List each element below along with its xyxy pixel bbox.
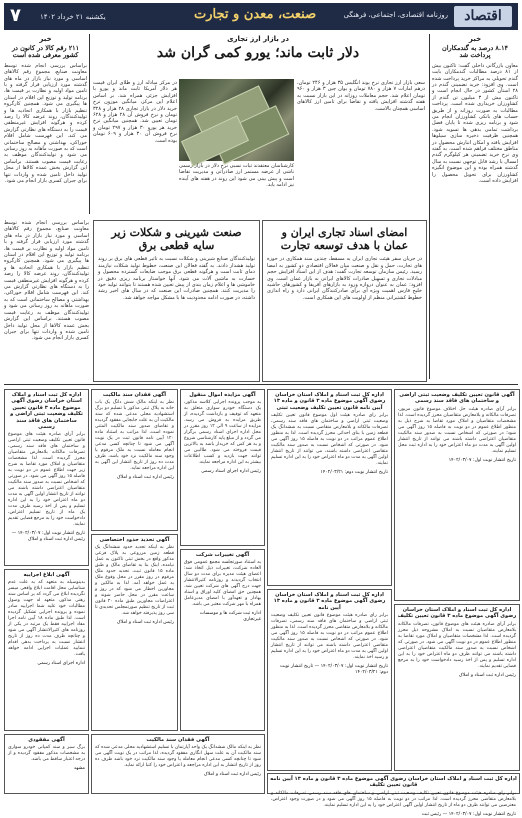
legal-ad-sign: رئیس اداره اجرای اسناد رسمی xyxy=(201,469,261,475)
left-headline: ۲۱۱ رقم کالا در کانون در کشور معرفی شده است xyxy=(11,44,80,60)
legal-ad-sign: تاریخ انتشار نوبت اول: ۱۴۰۲/۰۳/۰۷ xyxy=(448,457,516,463)
masthead xyxy=(4,3,518,30)
legal-ad-body: برابر آرای صادره هیئت های موضوع قانون تعیین تکلیف وضعیت ثبتی اراضی و ساختمان های فاقد سند رسمی، تصرفات مالکانه بلامعارض متقاضیان محرز گردیده است. لذا مشخصات متقاضیان و املاک مورد تقاضا به شرح زیر جهت اطلاع عموم در دو نوبت به فاصله ۱۵ روز آگهی می شود. در صورتی که اشخاص نسبت به صدور سند مالکیت متقاضیان اعتراضی داشته باشند می توانند از تاریخ انتشار اولین آگهی به مدت دو ماه اعتراض خود را به این اداره تسلیم و پس از اخذ رسید ظرف مدت یک ماه از تاریخ تسلیم اعتراض، دادخواست خود را به مرجع قضایی تقدیم نمایند. xyxy=(8,432,85,528)
legal-ad-title: اداره کل ثبت اسناد و املاک استان خراسان رضوی آگهی موضوع ماده ۳ قانون تعیین تکلیف وضعیت ثبتی اراضی و ساختمان های فاقد سند رسمی xyxy=(10,392,83,431)
left-kicker: خبر xyxy=(39,35,52,43)
legal-ad xyxy=(4,569,89,731)
legal-ad-sign: تاریخ انتشار نوبت دوم: ۱۴۰۲/۰۳/۲۱ xyxy=(320,470,388,476)
legal-ad-body: برابر رای صادره هیئت اول موضوع قانون تعیین تکلیف وضعیت ثبتی اراضی و ساختمان های فاقد سند رسمی، تصرفات مالکانه و بلامعارض متقاضی نسبت به ششدانگ یک قطعه زمین با بنای احداثی محرز گردیده است. لذا به منظور اطلاع عموم مراتب در دو نوبت به فاصله ۱۵ روز آگهی می شود. در صورتی که اشخاص نسبت به صدور سند مالکیت متقاضی اعتراضی داشته باشند، می توانند از تاریخ انتشار اولین آگهی به مدت دو ماه اعتراض خود را به این اداره تسلیم نمایند. xyxy=(271,413,388,467)
column-divider xyxy=(89,34,90,214)
dollar-bills-photo xyxy=(179,79,294,161)
legal-ad xyxy=(91,734,265,794)
legal-ad-sign: تاریخ انتشار نوبت اول: ۱۴۰۲/۰۳/۰۷ — تاریخ انتشار نوبت دوم: ۱۴۰۲/۰۳/۲۱ xyxy=(280,664,388,676)
legal-ad xyxy=(180,389,265,546)
iran-oman-headline: امضای اسناد تجاری ایران و عمان با هدف توسعه تجارت xyxy=(280,226,409,252)
legal-ad xyxy=(4,389,89,566)
legal-ad-title: اداره کل ثبت اسناد و املاک استان خراسان رضوی آگهی موضوع ماده ۳ قانون تعیین تکلیف xyxy=(397,607,517,620)
top-story-header xyxy=(93,34,423,78)
top-story-body-right: سعی بازار ارز تجاری نرخ پوند انگلیس ۳۵ هزار و ۲۴۶ تومان، درهم امارات ۷ هزار و ۷۸۰ تومان و یوان چین ۳ هزار و ۹۶۰ تومان اعلام شد. حجم معاملات روزانه در این بازار نسبت به هفته گذشته افزایش یافته و تقاضا برای تامین ارز کالاهای اساسی همچنان بالاست. xyxy=(297,80,425,112)
top-story-col-right xyxy=(297,80,425,216)
column-divider xyxy=(429,34,430,379)
legal-ad-title: آگهی مفقودی xyxy=(28,737,65,743)
sweets-body: تولیدکنندگان صنایع شیرینی و شکلات نسبت به تاثیر قطعی های برق بر روند تولید هشدار دادند. به گفته فعالان این صنعت، خطوط تولید شکلات نیازمند دمای ثابت است و هرگونه قطعی برق موجب ضایعات گسترده محصول و خسارت به ماشین آلات می شود. آنها خواستار برنامه ریزی دقیق در خاموشی ها و اعلام زمان بندی از پیش تعیین شده هستند تا بتوانند تولید خود را مدیریت کنند. همچنین صادرات این صنعت که در سال های اخیر رشد داشته، در صورت ادامه محدودیت ها با مشکل مواجه خواهد شد. xyxy=(98,256,255,301)
legal-ad-sign: تاریخ انتشار نوبت اول: ۱۴۰۲/۰۳/۰۷ — رئیس ثبت xyxy=(421,811,516,817)
legal-ad xyxy=(267,389,392,586)
iran-oman-box xyxy=(262,220,427,382)
issue-date: یکشنبه ۲۱ خرداد ۱۴۰۲ xyxy=(40,13,106,21)
legal-ad-sign: رئیس اداره ثبت اسناد و املاک xyxy=(203,772,261,778)
sweets-box xyxy=(93,220,260,382)
legal-ad-title: آگهی تحدید حدود اختصاصی xyxy=(99,537,170,543)
left-news-column-cont xyxy=(4,220,89,380)
legal-ad-body: نظر به اینکه تحدید حدود ششدانگ یک قطعه زمین مزروعی به پلاک فرعی مذکور واقع در بخش ثبتی تاکنون به عمل نیامده، اینک بنا به تقاضای مالک و طبق ماده ۱۵ قانون ثبت، تحدید حدود ملک مرقوم در روز مقرر در محل وقوع ملک به عمل خواهد آمد. لذا به مالکین و مجاورین اخطار می شود که در روز و ساعت مقرر در محل حاضر شوند و اعتراضات مجاورین طبق ماده ۲۰ قانون ثبت از تاریخ تنظیم صورتمجلس تحدیدی تا سی روز پذیرفته خواهد شد. xyxy=(95,545,174,617)
legal-ad-title: اداره کل ثبت اسناد و املاک استان خراسان رضوی آگهی موضوع ماده ۳ قانون و ماده ۱۳ آیین نامه xyxy=(273,592,386,611)
legal-ad-sign: تاریخ انتشار نوبت اول: ۱۴۰۲/۰۳/۰۷ — رئیس اداره ثبت اسناد و املاک xyxy=(11,531,85,543)
legal-ad-title: آگهی قانون تعیین تکلیف وضعیت ثبتی اراضی و ساختمان های فاقد سند رسمی xyxy=(399,392,515,405)
legal-ad-body: نظر به اینکه مالک شش دانگ یک باب خانه به پلاک ثبتی مذکور با تسلیم دو برگ استشهادیه محلی مدعی شده که سند مالکیت آن به علت جابجایی مفقود گردیده و تقاضای صدور سند مالکیت المثنی نموده است، لذا مراتب به استناد ماده ۱۲۰ آیین نامه قانون ثبت در یک نوبت آگهی می شود تا چنانچه کسی مدعی انجام معامله نسبت به ملک مرقوم یا وجود سند مالکیت نزد خود باشد، ظرف مدت ده روز از تاریخ انتشار این آگهی به این اداره مراجعه نماید. xyxy=(95,400,174,472)
right-headline: ۸.۱۴ درصد به گندمکاران پرداخت شد xyxy=(442,44,508,60)
legal-ad-title: آگهی فقدان سند مالکیت xyxy=(102,392,167,398)
newspaper-logo: اقتصاد xyxy=(454,6,512,27)
legal-ad-body: نظر به اینکه مالک ششدانگ یک واحد آپارتمان با تسلیم استشهادیه محلی مدعی شده که سند مالکیت آن به علت سهل انگاری مفقود گردیده، لذا مراتب در یک نوبت آگهی می شود تا چنانچه کسی مدعی انجام معامله یا وجود سند مالکیت نزد خود باشد ظرف ده روز از تاریخ انتشار به این اداره مراجعه و اعتراض خود را کتبا ارائه نماید. xyxy=(95,745,261,769)
legal-ad-body: برابر آرای صادره هیئت های موضوع قانون، تصرفات مالکانه بلامعارض متقاضیان نسبت به املاک مشروحه ذیل محرز گردیده است. لذا مشخصات متقاضیان و املاک مورد تقاضا به منظور اطلاع عموم در دو نوبت آگهی می شود. در صورتی که اشخاص نسبت به صدور سند مالکیت متقاضیان اعتراضی داشته باشند می توانند ظرف دو ماه اعتراض خود را به این اداره تسلیم و پس از اخذ رسید دادخواست خود را به مرجع قضایی تقدیم نمایند. xyxy=(398,621,516,669)
masthead-subtitle: روزنامه اقتصادی، اجتماعی، فرهنگی xyxy=(343,11,448,19)
legal-ad-body: برابر آرای صادره هیئت حل اختلاف موضوع قانون مزبور، تصرفات مالکانه و بلامعارض متقاضیان محرز گردیده است. لذا مشخصات متقاضیان و املاک مورد تقاضا به شرح ذیل به منظور اطلاع عموم در دو نوبت به فاصله ۱۵ روز آگهی می شود؛ در صورتی که اشخاص نسبت به صدور سند مالکیت متقاضیان اعتراضی داشته باشند می توانند از تاریخ انتشار اولین آگهی به مدت دو ماه اعتراض خود را به اداره ثبت محل تسلیم نمایند. xyxy=(398,406,516,454)
legal-ad-sign: رئیس اداره ثبت اسناد و املاک xyxy=(458,672,516,678)
legal-ad-title: آگهی فقدان سند مالکیت xyxy=(146,737,210,743)
legal-ad-title: آگهی مزایده اموال منقول xyxy=(189,392,256,398)
legal-ad-body: به موجب پرونده اجرایی کلاسه مذکور، یک دستگاه خودرو سواری متعلق به متعهد که توقیف و بازداشت گردیده، از طریق مزایده به فروش می رسد. مزایده از ساعت ۹ الی ۱۲ روز مقرر در محل اداره اجرای اسناد رسمی برگزار می گردد و از مبلغ پایه کارشناسی شروع و به هر کس که خریدار باشد به بالاترین قیمت فروخته می شود. طالبین می توانند جهت بازدید و کسب اطلاعات بیشتر به این اداره مراجعه نمایند. xyxy=(184,400,262,466)
legal-ad-sign: اداره ثبت شرکت ها و موسسات غیرتجاری xyxy=(199,611,261,623)
legal-ad-sign: اداره اجرای اسناد رسمی xyxy=(37,661,85,667)
top-story-headline: دلار ثابت ماند؛ یورو کمی گران شد xyxy=(156,45,360,61)
legal-ad-body: برگ سبز و سند کمپانی خودرو سواری به مشخصات مذکور مفقود گردیده و از درجه اعتبار ساقط می باشد. xyxy=(8,745,85,763)
top-story-col-bottom xyxy=(179,163,294,216)
right-news-column xyxy=(432,34,518,379)
legal-ad-title: آگهی ابلاغ اجراییه xyxy=(23,572,70,578)
section-divider xyxy=(4,384,518,385)
left-news-column xyxy=(4,34,87,219)
legal-ad xyxy=(180,549,265,731)
legal-ad xyxy=(394,604,520,771)
legal-ad-body: برابر رای صادره هیئت موضوع قانون تعیین تکلیف وضعیت ثبتی اراضی و ساختمان های فاقد سند رسمی، تصرفات مالکانه و بلامعارض متقاضی محرز گردیده است. لذا به منظور اطلاع عموم مراتب در دو نوبت به فاصله ۱۵ روز آگهی می شود. در صورتی که اشخاص نسبت به صدور سند مالکیت متقاضی اعتراضی داشته باشند می توانند از تاریخ انتشار اولین آگهی به مدت دو ماه اعتراض خود را به این اداره تسلیم و رسید اخذ نمایند. xyxy=(271,613,388,661)
left-body: براساس بررسی انجام شده توسط معاونت صنایع، مجموع رقم کالاهای اساسی و مورد نیاز بازار در ماه های گذشته مورد ارزیابی قرار گرفته و با تامین مواد اولیه و نظارت بر قیمت ها، برنامه تولید و توزیع این اقلام در استان ها پیگیری می شود. همچنین کارگروه تنظیم بازار با همکاری اتحادیه ها و تولیدکنندگان، روند عرضه کالا را رصد کرده و هرگونه افزایش غیرمنطقی قیمت را به دستگاه های نظارتی گزارش می کند. این فهرست شامل اقلام خوراکی، بهداشتی و مصالح ساختمانی است که به صورت ماهانه به روز رسانی می شود و تولیدکنندگان موظف به رعایت قیمت مصوب هستند. براساس این گزارش بخش عمده کالاها از محل تولید داخل تامین شده و واردات تنها برای جبران کسری بازار انجام می شود. xyxy=(4,62,87,185)
left-body-cont: براساس بررسی انجام شده توسط معاونت صنایع، مجموع رقم کالاهای اساسی و مورد نیاز بازار در ماه های گذشته مورد ارزیابی قرار گرفته و با تامین مواد اولیه و نظارت بر قیمت ها، برنامه تولید و توزیع این اقلام در استان ها پیگیری می شود. همچنین کارگروه تنظیم بازار با همکاری اتحادیه ها و تولیدکنندگان، روند عرضه کالا را رصد کرده و هرگونه افزایش غیرمنطقی قیمت را به دستگاه های نظارتی گزارش می کند. این فهرست شامل اقلام خوراکی، بهداشتی و مصالح ساختمانی است که به صورت ماهانه به روز رسانی می شود و تولیدکنندگان موظف به رعایت قیمت مصوب هستند. براساس این گزارش بخش عمده کالاها از محل تولید داخل تامین شده و واردات تنها برای جبران کسری بازار انجام می شود. xyxy=(4,220,89,342)
legal-ad-body: برابر رای صادره هیئت موضوع قانون تعیین تکلیف وضعیت ثبتی اراضی و ساختمان های فاقد سند رسمی تصرفات مالکانه و بلامعارض متقاضی محرز گردیده است. لذا مراتب در دو نوبت به فاصله ۱۵ روز آگهی می شود و در صورت وجود اعتراض، معترضین می توانند ظرف دو ماه از تاریخ انتشار اولین آگهی اعتراض خود را به این اداره تسلیم نمایند. xyxy=(271,790,517,808)
legal-ad xyxy=(267,773,520,817)
legal-ad xyxy=(91,389,178,531)
right-kicker: خبر xyxy=(468,35,482,43)
right-body: معاون بازرگانی داخلی گفت: تاکنون بیش از ۸۱ درصد مطالبات گندمکاران بابت گندم تحویلی به مراکز خرید پرداخت شده است. وی افزود: خرید تضمینی گندم در ۲۸ استان کشور در حال انجام است و تاکنون بیش از ۳ میلیون تن گندم از کشاورزان خریداری شده است. پرداخت مطالبات به صورت روزانه و از طریق حساب های بانکی کشاورزان انجام می شود و برنامه ریزی شده تا پایان فصل برداشت تمامی بدهی ها تسویه شود. همچنین ظرفیت ذخیره سازی سیلوها افزایش یافته و امکان انبارش محصول در مناطق مختلف فراهم شده است. به گفته وی نرخ خرید تضمینی هر کیلوگرم گندم امسال با رشد قابل توجهی نسبت به سال گذشته همراه بوده و این موضوع انگیزه کشاورزان برای تحویل محصول را افزایش داده است. xyxy=(432,62,519,185)
legal-ad xyxy=(267,589,392,771)
page-number: ۷ xyxy=(10,5,21,26)
legal-ad xyxy=(394,389,520,601)
legal-ad-title: اداره کل ثبت اسناد و املاک استان خراسان رضوی آگهی موضوع ماده ۳ قانون و ماده ۱۳ آیین نامه قانون تعیین تکلیف وضعیت ثبتی xyxy=(273,392,386,411)
legal-ad-sign: رئیس اداره ثبت اسناد و املاک xyxy=(116,475,174,481)
top-story-col-left xyxy=(93,80,177,216)
legal-ad-sign: مشهد xyxy=(73,766,85,772)
legal-ad xyxy=(4,734,89,794)
iran-oman-body: در جریان سفر هیئت تجاری ایران به مسقط، چندین سند همکاری در حوزه های تجارت، حمل و نقل و صنعت میان فعالان اقتصادی دو کشور به امضا رسید. رئیس سازمان توسعه تجارت گفت: هدف از این اسناد افزایش حجم مبادلات تجاری و تسهیل صادرات کالاهای ایرانی به بازار عمان است. وی افزود: عمان به عنوان دروازه ورود به بازارهای آفریقا و کشورهای حاشیه خلیج فارس اهمیت ویژه ای برای صادرکنندگان ایرانی دارد و راه اندازی خطوط کشتیرانی منظم از اولویت های این همکاری است. xyxy=(267,256,422,301)
legal-ad-title: آگهی تغییرات شرکت xyxy=(195,552,250,558)
legal-ad-body: به استناد صورتجلسه مجمع عمومی فوق العاده شرکت، تغییرات ذیل اتخاذ شد: اعضای هیئت مدیره برای مدت دو سال انتخاب گردیدند و روزنامه کثیرالانتشار جهت درج آگهی های شرکت تعیین شد. همچنین حق امضای کلیه اوراق و اسناد بهادار و تعهدآور با امضای مدیرعامل همراه با مهر شرکت معتبر می باشد. xyxy=(184,560,261,608)
top-story-body-bottom: کارشناسان معتقدند ثبات نسبی نرخ دلار در بازار رسمی ناشی از عرضه مستمر ارز صادراتی و مدیریت تقاضا است و پیش بینی می شود این روند در هفته های آینده نیز ادامه یابد. xyxy=(179,163,294,189)
section-title: صنعت، معدن و تجارت xyxy=(194,7,317,22)
top-story-kicker: در بازار ارز تجاری xyxy=(227,35,289,43)
sweets-headline: صنعت شیرینی و شکلات زیر سایه قطعی برق xyxy=(111,226,242,252)
legal-ad-body: بدینوسیله به متعهد که به علت عدم شناسایی محل اقامت ابلاغ واقعی میسر نگردیده ابلاغ می گردد که بر اساس سند رهنی مذکور، متعهد له جهت وصول مطالبات خود علیه شما اجراییه صادر نموده و پرونده اجرایی تشکیل گردیده است. لذا طبق ماده ۱۸ آیین نامه اجرا مفاد اجراییه فقط یک مرتبه در یکی از روزنامه های کثیرالانتشار آگهی می شود و چنانچه ظرف مدت ده روز از تاریخ انتشار نسبت به پرداخت بدهی اقدام ننمایید عملیات اجرایی ادامه خواهد یافت. xyxy=(8,580,85,658)
legal-ad xyxy=(91,534,178,731)
top-story-body-left: در مرکز مبادله ارز و طلای ایران قیمت هر دلار آمریکا ثابت ماند و یورو با افزایش جزئی همراه شد. بر اساس اعلام این مرکز، میانگین موزون نرخ خرید دلار در بازار تجاری ۲۸ هزار و ۳۲۸ تومان و نرخ فروش آن ۲۸ هزار و ۶۲۸ تومان تعیین شد. همچنین میانگین نرخ خرید هر یورو ۳۰ هزار و ۲۹۷ تومان و نرخ فروش آن ۳۰ هزار و ۶۰۹ تومان بوده است. xyxy=(93,80,178,144)
legal-ad-title: اداره کل ثبت اسناد و املاک استان خراسان رضوی آگهی موضوع ماده ۳ قانون و ماده ۱۳ آیین نامه قانون تعیین تکلیف xyxy=(270,776,517,789)
legal-ad-sign: رئیس اداره ثبت اسناد و املاک xyxy=(116,620,174,626)
